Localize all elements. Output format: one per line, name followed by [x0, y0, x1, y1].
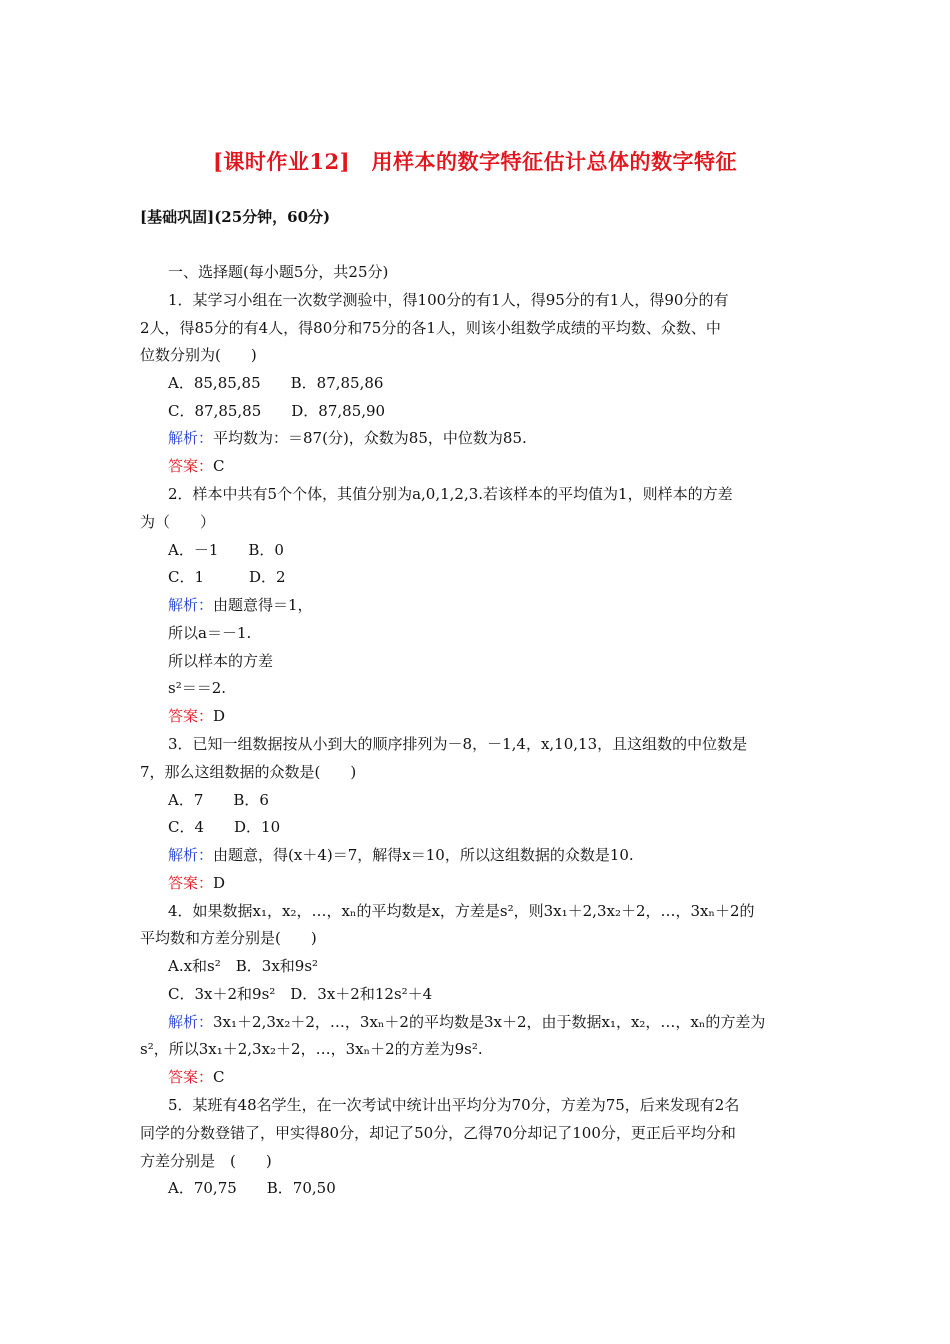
- question-1-line-1: 1．某学习小组在一次数学测验中，得100分的有1人，得95分的有1人，得90分的有: [168, 291, 729, 309]
- question-4-answer: [168, 1067, 225, 1087]
- answer-label: 答案：: [168, 874, 214, 892]
- question-5-line-1: 5．某班有48名学生，在一次考试中统计出平均分为70分，方差为75，后来发现有2名: [168, 1096, 740, 1114]
- question-3-options-cd: C．4 D．10: [168, 818, 281, 836]
- question-2-line-2: 为（ ）: [140, 513, 216, 531]
- analysis-label: 解析：: [168, 846, 214, 864]
- question-1-analysis: [168, 428, 527, 448]
- question-3-line-2: 7，那么这组数据的众数是( ): [140, 763, 357, 781]
- answer-text: C: [213, 457, 225, 475]
- question-3-answer: [168, 873, 225, 893]
- answer-label: 答案：: [168, 457, 214, 475]
- answer-label: 答案：: [168, 1068, 214, 1086]
- question-1-line-3: 位数分别为( ): [140, 346, 257, 364]
- question-5-line-2: 同学的分数登错了，甲实得80分，却记了50分，乙得70分却记了100分，更正后平均分和: [140, 1124, 736, 1142]
- analysis-text: 由题意得＝1，: [213, 596, 313, 614]
- question-4-analysis-line-2: s²，所以3x₁＋2,3x₂＋2，…，3xₙ＋2的方差为9s².: [140, 1040, 483, 1058]
- question-2-options-cd: C．1 D．2: [168, 568, 286, 586]
- analysis-text: 平均数为：＝87(分)，众数为85，中位数为85.: [213, 429, 527, 447]
- question-3-options-ab: A．7 B．6: [168, 791, 269, 809]
- question-4-line-1: 4．如果数据x₁，x₂，…，xₙ的平均数是x，方差是s²，则3x₁＋2,3x₂＋2，…，3xₙ＋2的: [168, 902, 755, 920]
- question-4-options-ab: A.x和s² B．3x和9s²: [168, 957, 319, 975]
- question-1-answer: [168, 456, 225, 476]
- question-3-line-1: 3．已知一组数据按从小到大的顺序排列为－8，－1,4，x,10,13，且这组数的中位数是: [168, 735, 748, 753]
- question-1-line-2: 2人，得85分的有4人，得80分和75分的各1人，则该小组数学成绩的平均数、众数、中: [140, 319, 721, 337]
- analysis-label: 解析：: [168, 429, 214, 447]
- answer-label: 答案：: [168, 707, 214, 725]
- question-2-analysis-line-2: 所以a＝－1.: [168, 624, 252, 642]
- answer-text: C: [213, 1068, 225, 1086]
- question-type-heading: 一、选择题(每小题5分，共25分): [168, 263, 389, 281]
- question-1-options-ab: A．85,85,85 B．87,85,86: [168, 374, 384, 392]
- question-5-options-ab: A．70,75 B．70,50: [168, 1179, 336, 1197]
- question-2-analysis: [168, 595, 313, 615]
- question-2-options-ab: A．－1 B．0: [168, 541, 284, 559]
- question-4-analysis: [168, 1012, 765, 1032]
- analysis-text: 由题意，得(x＋4)＝7，解得x＝10，所以这组数据的众数是10.: [213, 846, 634, 864]
- answer-text: D: [213, 707, 226, 725]
- question-1-options-cd: C．87,85,85 D．87,85,90: [168, 402, 386, 420]
- answer-text: D: [213, 874, 226, 892]
- question-2-analysis-line-3: 所以样本的方差: [168, 652, 274, 670]
- analysis-label: 解析：: [168, 1013, 214, 1031]
- section-heading: [基础巩固](25分钟，60分): [140, 208, 331, 226]
- analysis-text: 3x₁＋2,3x₂＋2，…，3xₙ＋2的平均数是3x＋2，由于数据x₁，x₂，…，xₙ的方差为: [213, 1013, 766, 1031]
- question-2-analysis-line-4: s²＝＝2.: [168, 679, 227, 697]
- question-4-options-cd: C．3x＋2和9s² D．3x＋2和12s²＋4: [168, 985, 433, 1003]
- question-2-line-1: 2．样本中共有5个个体，其值分别为a,0,1,2,3.若该样本的平均值为1，则样本的方差: [168, 485, 733, 503]
- question-4-line-2: 平均数和方差分别是( ): [140, 929, 317, 947]
- page-title: [课时作业12] 用样本的数字特征估计总体的数字特征: [212, 149, 738, 174]
- analysis-label: 解析：: [168, 596, 214, 614]
- question-2-answer: [168, 706, 225, 726]
- question-3-analysis: [168, 845, 634, 865]
- question-5-line-3: 方差分别是 ( ): [140, 1152, 272, 1170]
